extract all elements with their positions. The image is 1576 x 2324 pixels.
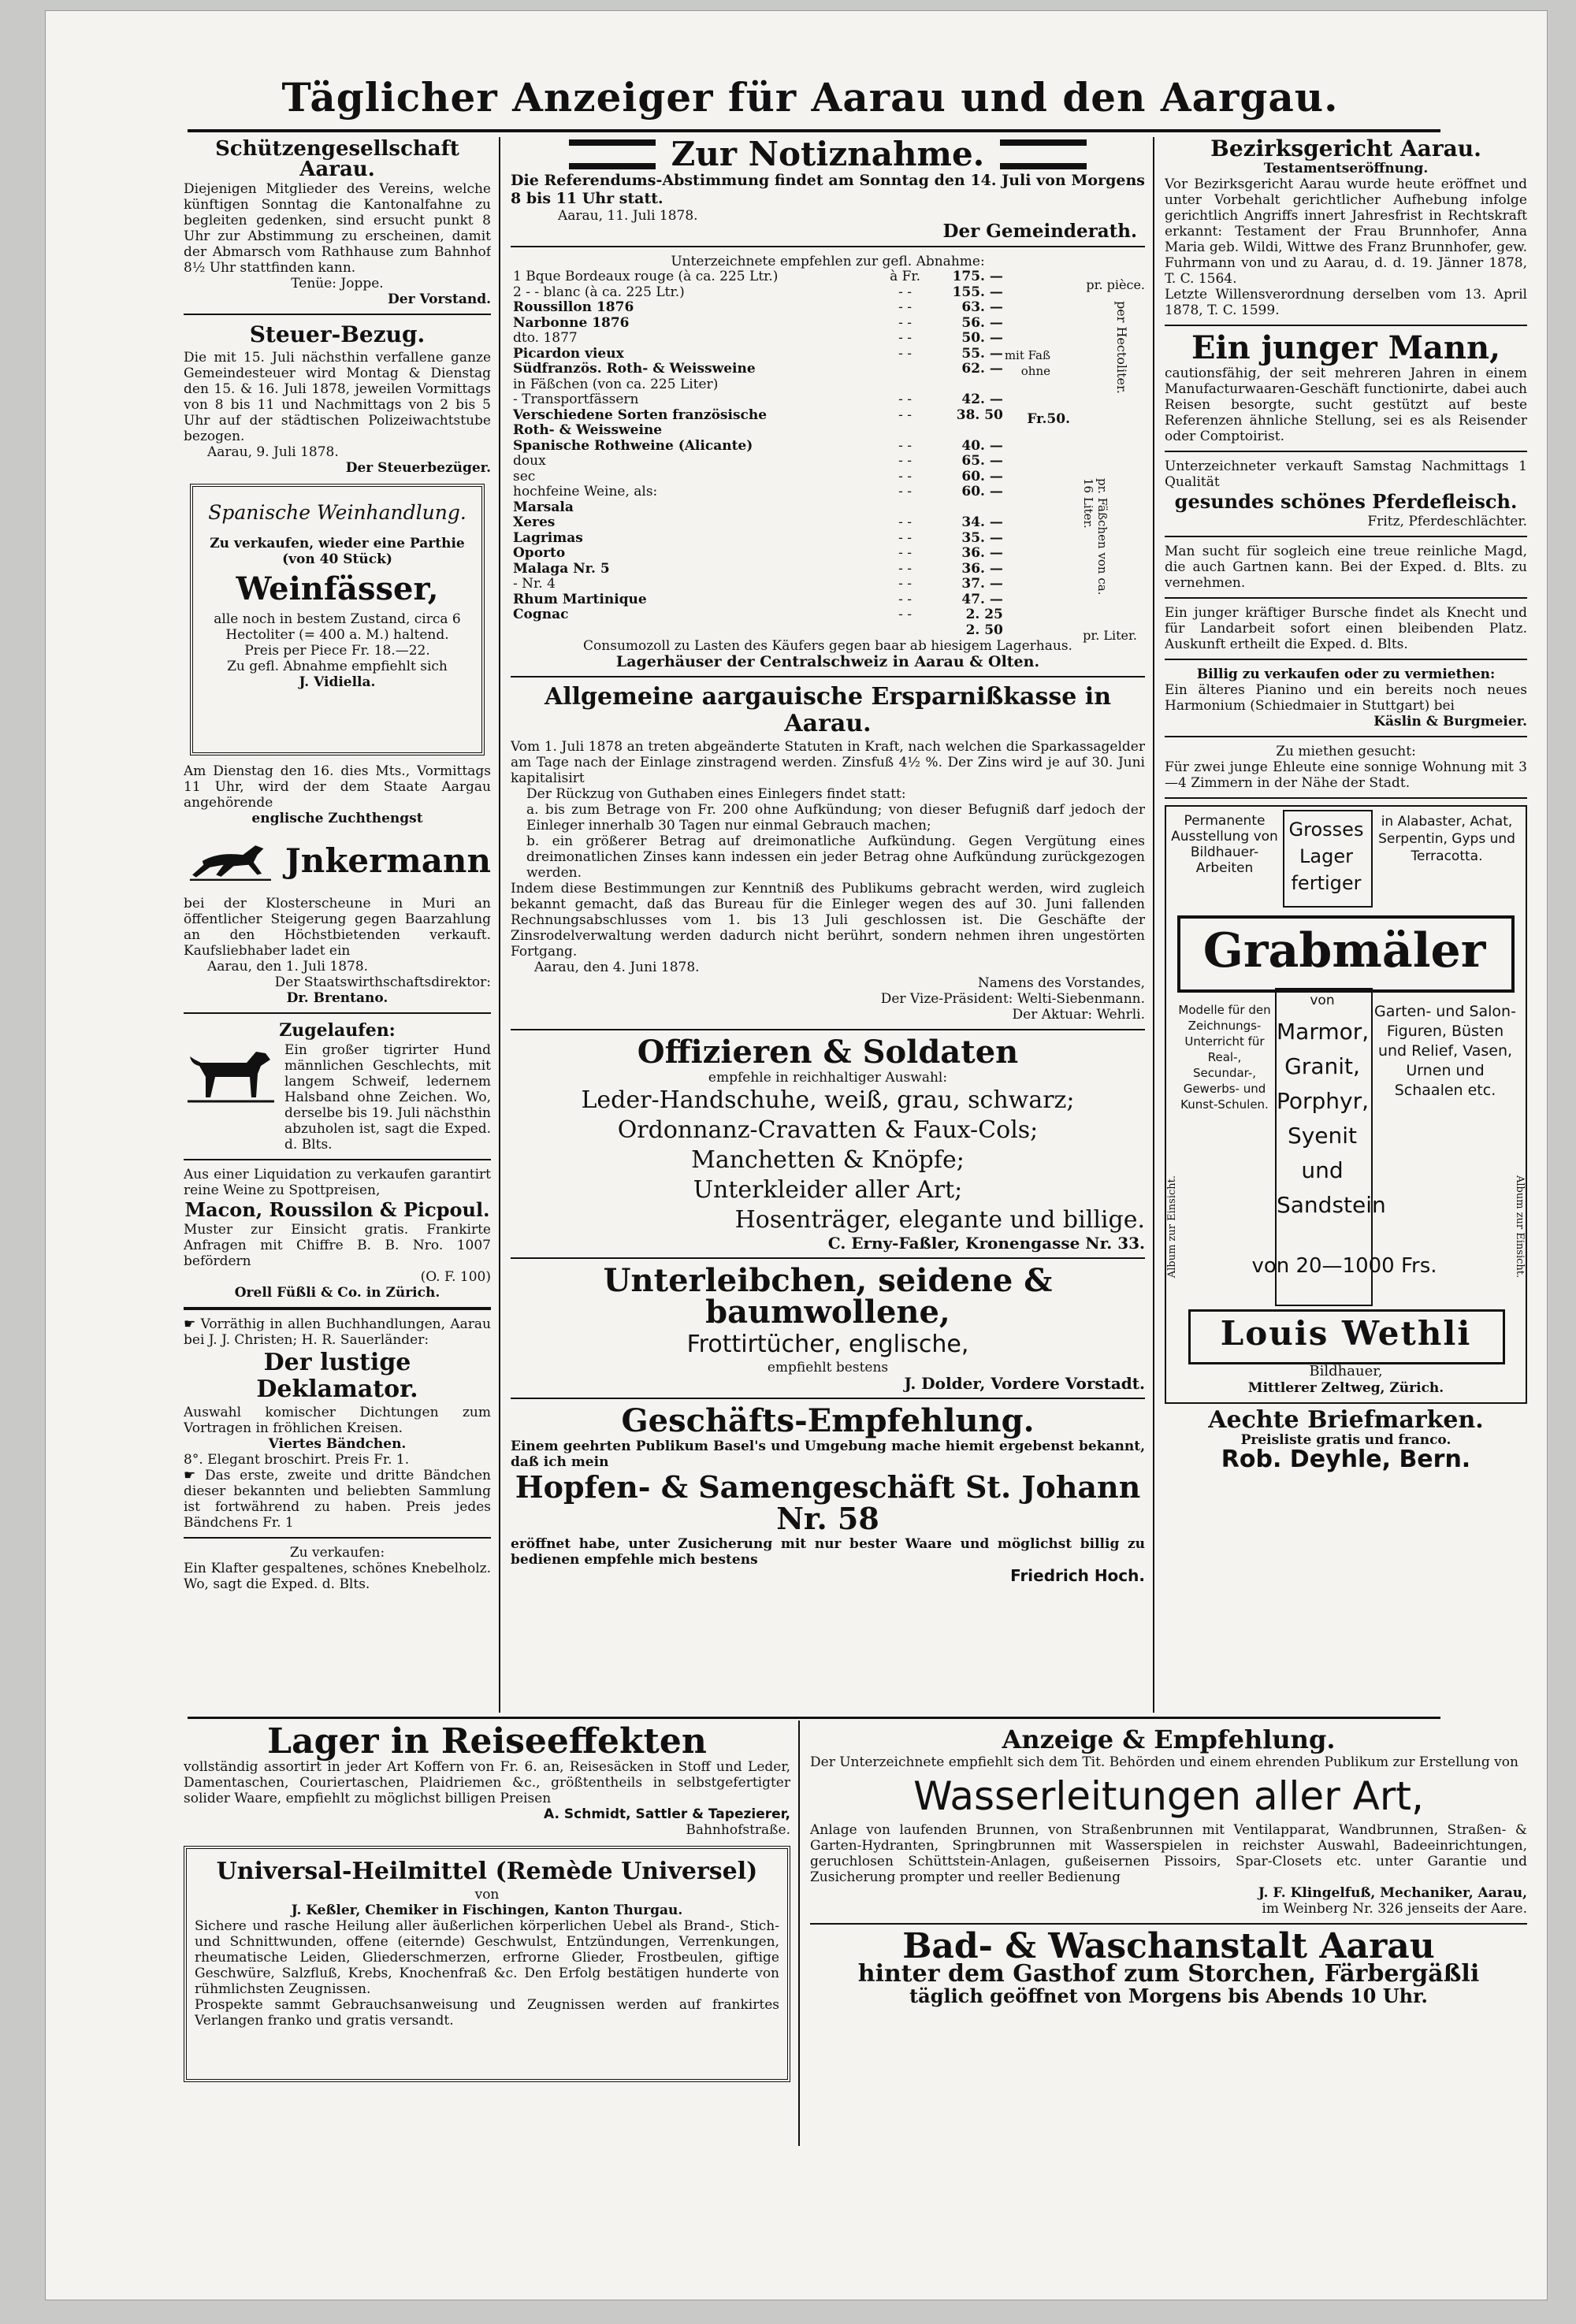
bottom-rule bbox=[188, 1717, 1440, 1719]
wine-name: in Fäßchen (von ca. 225 Liter) bbox=[513, 376, 719, 392]
center-column bbox=[511, 137, 1145, 1713]
wine-price: 65. — bbox=[961, 453, 1003, 469]
offiziere-l2: Ordonnanz-Cravatten & Faux-Cols; bbox=[617, 1116, 1039, 1144]
wine-price: 36. — bbox=[961, 560, 1003, 577]
ersparnis-date: Aarau, den 4. Juni 1878. bbox=[534, 960, 700, 975]
wine-dots: - - bbox=[898, 529, 913, 546]
wine-name: Malaga Nr. 5 bbox=[513, 560, 610, 577]
hengst-big: Jnkermann bbox=[284, 841, 491, 880]
wine-name: Marsala bbox=[513, 499, 574, 515]
hund-title: Zugelaufen: bbox=[279, 1020, 396, 1041]
wine-price: 38. 50 bbox=[956, 407, 1003, 423]
mann-body: cautionsfähig, der seit mehreren Jahren in einem Manufacturwaaren-Geschäft functionirte, dabei auch Reisen besorgte, sucht gestützt auf beste Referenzen ähnliche Stellung, sei es als Reisender oder Comptoirist. bbox=[1165, 366, 1527, 444]
wine-price bbox=[929, 377, 1005, 393]
ersparnis-b: b. ein größerer Betrag auf dreimonatliche Aufkündung. Gegen Vergütung eines dreimonatlichen Zinses kann indessen ein jeder Betrag ohne Aufkündung zurückgezogen werden. bbox=[526, 833, 1145, 881]
notiz-date: Aarau, 11. Juli 1878. bbox=[558, 208, 698, 224]
wine-dots bbox=[881, 423, 930, 439]
grab-price: von 20—1000 Frs. bbox=[1251, 1254, 1437, 1278]
notiz-body: Die Referendums-Abstimmung findet am Sonntag den 14. Juli von Morgens 8 bis 11 Uhr statt. bbox=[511, 172, 1145, 207]
wine-dots: à Fr. bbox=[890, 269, 921, 284]
ersparnis-role3: Der Aktuar: Wehrli. bbox=[1012, 1007, 1145, 1023]
wine-name bbox=[511, 623, 881, 639]
wine-note-fass: mit Faß bbox=[1004, 348, 1050, 362]
ersparnis-role1: Namens des Vorstandes, bbox=[977, 975, 1145, 991]
wine-price: 63. — bbox=[961, 299, 1003, 315]
newspaper-page bbox=[46, 11, 1547, 2300]
anzeige-title: Anzeige & Empfehlung. bbox=[1002, 1724, 1336, 1754]
wine-price: 2. 50 bbox=[965, 622, 1003, 638]
hund-ad bbox=[184, 1020, 491, 1153]
masthead: Täglicher Anzeiger für Aarau und den Aargau. bbox=[281, 74, 1339, 121]
geschaeft-title: Geschäfts-Empfehlung. bbox=[621, 1402, 1035, 1439]
wine-row bbox=[511, 470, 1005, 485]
wohnung-body: Für zwei junge Ehleute eine sonnige Wohnung mit 3—4 Zimmern in der Nähe der Stadt. bbox=[1165, 759, 1527, 791]
wine-price: 40. — bbox=[961, 437, 1003, 454]
offiziere-sign: C. Erny-Faßler, Kronengasse Nr. 33. bbox=[827, 1234, 1145, 1253]
column-rule-right bbox=[1153, 137, 1154, 1713]
steuer-title: Steuer-Bezug. bbox=[249, 321, 426, 347]
fleisch-sign: Fritz, Pferdeschlächter. bbox=[1367, 514, 1527, 529]
offiziere-l4: Unterkleider aller Art; bbox=[693, 1176, 963, 1204]
wine-dots: - - bbox=[898, 591, 913, 607]
reise-addr: Bahnhofstraße. bbox=[686, 1822, 790, 1838]
wine-name: Xeres bbox=[513, 514, 556, 530]
bottom-column-rule bbox=[798, 1721, 800, 2146]
heil-von: von bbox=[474, 1887, 500, 1903]
wine-row bbox=[511, 454, 1005, 470]
wine-name: Südfranzös. Roth- & Weissweine bbox=[513, 361, 756, 377]
wine-name: dto. 1877 bbox=[513, 330, 578, 346]
weinliste-ad bbox=[511, 254, 1145, 670]
ersparnis-title: Allgemeine aargauische Ersparnißkasse in Aarau. bbox=[544, 683, 1112, 737]
offiziere-intro: empfehle in reichhaltiger Auswahl: bbox=[708, 1070, 948, 1086]
anzeige-ad bbox=[810, 1726, 1527, 1917]
pointing-hand-icon: ☛ bbox=[184, 1316, 201, 1332]
pianino-ad bbox=[1165, 666, 1527, 729]
offiziere-l1: Leder-Handschuhe, weiß, grau, schwarz; bbox=[581, 1086, 1075, 1114]
grab-role: Bildhauer, bbox=[1309, 1363, 1383, 1379]
macon-ad bbox=[184, 1167, 491, 1301]
ornament-bar-left bbox=[569, 139, 656, 169]
brief-sub: Preisliste gratis und franco. bbox=[1240, 1432, 1451, 1448]
wohnung-title: Zu miethen gesucht: bbox=[1276, 744, 1416, 759]
wine-row bbox=[511, 515, 1005, 531]
offiziere-title: Offizieren & Soldaten bbox=[637, 1034, 1019, 1071]
notiz-sign: Der Gemeinderath. bbox=[942, 221, 1137, 242]
wine-dots: - - bbox=[898, 576, 913, 592]
deklamator-body: Auswahl komischer Dichtungen zum Vortragen in fröhlichen Kreisen. bbox=[184, 1405, 491, 1436]
wine-row bbox=[511, 500, 1005, 516]
mann-ad bbox=[1165, 329, 1527, 444]
wine-row bbox=[511, 439, 1005, 455]
deklamator-more bbox=[184, 1468, 491, 1531]
wine-dots bbox=[881, 362, 930, 377]
wine-price: 2. 25 bbox=[965, 607, 1003, 622]
geschaeft-body: eröffnet habe, unter Zusicherung mit nur bester Waare und möglichst billig zu bedienen empfehle mich bestens bbox=[511, 1536, 1145, 1568]
left-column bbox=[184, 137, 491, 1713]
bezirk-body: Vor Bezirksgericht Aarau wurde heute eröffnet und unter Vorbehalt gerichtlicher Aufhebung infolge gerichtlich Angriffs innert Jahresfrist in Rechtskraft erkannt: Testament der Frau Brunnhofer, Anna Maria geb. Wildi, Wittwe des Franz Brunnhofer, gew. Fuhrmann von und zu Aarau, d. d. 19. Jänner 1878, T. C. 1564. bbox=[1165, 176, 1527, 287]
weinliste-footer: Consumozoll zu Lasten des Käufers gegen baar ab hiesigem Lagerhaus. bbox=[583, 638, 1072, 654]
wine-row bbox=[511, 607, 1005, 623]
wine-dots: - - bbox=[898, 437, 913, 454]
anzeige-intro: Der Unterzeichnete empfiehlt sich dem Tit. Behörden und einem ehrenden Publikum zur Erstellung von bbox=[810, 1754, 1518, 1770]
deklamator-big: Der lustige Deklamator. bbox=[256, 1349, 418, 1403]
reise-sign: A. Schmidt, Sattler & Tapezierer, bbox=[544, 1806, 790, 1822]
deklamator-price: 8°. Elegant broschirt. Preis Fr. 1. bbox=[184, 1452, 410, 1468]
holz-body: Ein Klafter gespaltenes, schönes Knebelholz. Wo, sagt die Exped. d. Blts. bbox=[184, 1561, 491, 1592]
wine-price: 37. — bbox=[961, 576, 1003, 592]
wine-dots: - - bbox=[898, 607, 913, 622]
masthead-rule bbox=[188, 129, 1440, 132]
bad-sub: hinter dem Gasthof zum Storchen, Färbergäßli bbox=[857, 1960, 1480, 1988]
pointing-hand-icon-2: ☛ bbox=[184, 1468, 205, 1483]
wine-row bbox=[511, 316, 1005, 332]
wine-name: 1 Bque Bordeaux rouge (à ca. 225 Ltr.) bbox=[513, 269, 779, 284]
deklamator-intro bbox=[184, 1316, 491, 1348]
macon-body: Muster zur Einsicht gratis. Frankirte Anfragen mit Chiffre B. B. Nro. 1007 befördern bbox=[184, 1222, 491, 1269]
wine-name: Rhum Martinique bbox=[513, 591, 647, 607]
ersparnis-p3: Indem diese Bestimmungen zur Kenntniß des Publikums gebracht werden, wird zugleich bekannt gemacht, daß das Bureau für die Einleger wegen des auf 30. Juni fallenden Rechnungsabschlusses vom 1. bis 13 Juli geschlossen ist. Die Geschäfte der Zinsrodelverwaltung werden dadurch nicht berührt, sondern nehmen ihren ungestörten Fortgang. bbox=[511, 881, 1145, 960]
steuer-ad bbox=[184, 321, 491, 476]
reise-body: vollständig assortirt in jeder Art Koffern von Fr. 6. an, Reisesäcken in Stoff und Leder, Damentaschen, Couriertaschen, Plaidriemen &c., größtentheils in selbstgefertigter solider Waare, empfiehlt zu möglichst billigen Preisen bbox=[184, 1759, 790, 1806]
grab-side-left: Album zur Einsicht. bbox=[1166, 1175, 1178, 1279]
hund-body: Ein großer tigrirter Hund männlichen Geschlechts, mit langem Schweif, ledernem Halsband ohne Zeichen. Wo, derselbe bis 19. Juli nächsthin abzuholen ist, sagt die Exped. d. Blts. bbox=[284, 1042, 491, 1153]
pianino-title: Billig zu verkaufen oder zu vermiethen: bbox=[1196, 666, 1496, 682]
wine-dots: - - bbox=[898, 299, 913, 315]
wine-row bbox=[511, 531, 1005, 547]
wohnung-ad bbox=[1165, 744, 1527, 791]
wine-price: 35. — bbox=[961, 529, 1003, 546]
holz-ad bbox=[184, 1545, 491, 1592]
wine-name: Cognac bbox=[513, 607, 569, 622]
wine-price: 34. — bbox=[961, 514, 1003, 530]
right-column bbox=[1165, 137, 1527, 1713]
heil-body: Sichere und rasche Heilung aller äußerlichen körperlichen Uebel als Brand-, Stich- und Schnittwunden, offene (eiternde) Geschwulst, Entzündungen, Verrenkungen, rheumatische Leiden, Gliederschmerzen, erfrorne Glieder, Frostbeulen, giftige Geschwüre, Salzfluß, Krebs, Knochenfraß &c. Den Erfolg bestätigen hunderte von rühmlichsten Zeugnissen. bbox=[195, 1918, 779, 1997]
wein-sign: J. Vidiella. bbox=[299, 674, 376, 690]
bezirk-title: Bezirksgericht Aarau. bbox=[1210, 137, 1481, 161]
pianino-body: Ein älteres Pianino und ein bereits noch neues Harmonium (Schiedmaier in Stuttgart) bei bbox=[1165, 682, 1527, 714]
wine-dots: - - bbox=[898, 392, 913, 407]
anzeige-big: Wasserleitungen aller Art, bbox=[913, 1773, 1424, 1819]
steuer-body: Die mit 15. Juli nächsthin verfallene ganze Gemeindesteuer wird Montag & Dienstag den 15. & 16. Juli 1878, jeweilen Vormittags von 8 bis 11 und Nachmittags von 2 bis 5 Uhr auf der städtischen Polizeiwachtstube bezogen. bbox=[184, 350, 491, 444]
wine-row bbox=[511, 546, 1005, 562]
wine-dots: - - bbox=[898, 545, 913, 561]
wine-price: 60. — bbox=[961, 484, 1003, 499]
grab-von: von bbox=[1310, 993, 1335, 1008]
wine-dots bbox=[881, 623, 930, 639]
wine-price: 42. — bbox=[961, 392, 1003, 407]
reise-title: Lager in Reiseeffekten bbox=[267, 1724, 707, 1762]
wine-dots: - - bbox=[898, 330, 913, 346]
wine-price: 56. — bbox=[961, 314, 1003, 331]
wine-name: Picardon vieux bbox=[513, 345, 624, 362]
brief-title: Aechte Briefmarken. bbox=[1208, 1406, 1484, 1434]
wine-row bbox=[511, 269, 1005, 285]
grab-side-right: Album zur Einsicht. bbox=[1514, 1175, 1526, 1279]
wein-close: Zu gefl. Abnahme empfiehlt sich bbox=[227, 659, 448, 674]
mann-title: Ein junger Mann, bbox=[1191, 329, 1501, 366]
deklamator-more-text: Das erste, zweite und dritte Bändchen dieser bekannten und beliebten Sammlung ist fortwährend zu haben. Preis jedes Bändchens Fr. 1 bbox=[184, 1468, 491, 1531]
hengst-ad bbox=[184, 763, 491, 1006]
wein-price: Preis per Piece Fr. 18.—22. bbox=[244, 643, 430, 659]
bad-hours: täglich geöffnet von Morgens bis Abends 10 Uhr. bbox=[909, 1984, 1428, 2007]
ersparnis-p2: Der Rückzug von Guthaben eines Einlegers findet statt: bbox=[526, 786, 906, 802]
wein-intro: Zu verkaufen, wieder eine Parthie (von 40 Stück) bbox=[210, 536, 465, 567]
wine-row bbox=[511, 562, 1005, 577]
wine-price bbox=[929, 500, 1005, 516]
deklamator-intro-text: Vorräthig in allen Buchhandlungen, Aarau bei J. J. Christen; H. R. Sauerländer: bbox=[184, 1316, 491, 1348]
heil-title: Universal-Heilmittel (Remède Universel) bbox=[216, 1858, 758, 1885]
grab-perm: Permanente Ausstellung von Bildhauer-Arbeiten bbox=[1171, 813, 1278, 876]
macon-sign: Orell Füßli & Co. in Zürich. bbox=[234, 1285, 440, 1301]
wine-row bbox=[511, 362, 1005, 377]
schuetzen-tenue: Tenüe: Joppe. bbox=[291, 276, 384, 291]
brief-sign: Rob. Deyhle, Bern. bbox=[1221, 1446, 1471, 1473]
grab-alabaster: in Alabaster, Achat, Serpentin, Gyps und Terracotta. bbox=[1378, 814, 1515, 864]
wine-row bbox=[511, 623, 1005, 639]
fleisch-big: gesundes schönes Pferdefleisch. bbox=[1174, 490, 1518, 513]
geschaeft-sign: Friedrich Hoch. bbox=[1010, 1566, 1145, 1585]
wine-price: 62. — bbox=[961, 361, 1003, 377]
wine-row bbox=[511, 592, 1005, 608]
brief-ad bbox=[1165, 1406, 1527, 1473]
wine-note-hecto: per Hectoliter. bbox=[1114, 301, 1129, 394]
wine-name: hochfeine Weine, als: bbox=[513, 484, 658, 499]
wine-price: 155. — bbox=[952, 284, 1003, 300]
wein-box bbox=[190, 484, 485, 755]
hengst-sign: Dr. Brentano. bbox=[286, 990, 388, 1006]
heil-body2: Prospekte sammt Gebrauchsanweisung und Zeugnissen werden auf frankirtes Verlangen franko und gratis versandt. bbox=[195, 1997, 779, 2029]
geschaeft-intro: Einem geehrten Publikum Basel's und Umgebung mache hiemit ergebenst bekannt, daß ich mein bbox=[511, 1439, 1145, 1470]
bottom-right bbox=[810, 1724, 1527, 2166]
wine-price: 47. — bbox=[961, 591, 1003, 607]
wine-price: 175. — bbox=[952, 269, 1003, 284]
wine-price bbox=[929, 423, 1005, 439]
wine-price: 60. — bbox=[961, 468, 1003, 484]
geschaeft-ad bbox=[511, 1402, 1145, 1585]
deklamator-ad bbox=[184, 1316, 491, 1531]
wine-row bbox=[511, 300, 1005, 316]
wine-name: Roussillon 1876 bbox=[513, 299, 634, 315]
ersparnis-ad bbox=[511, 684, 1145, 1023]
grab-ad bbox=[1165, 805, 1527, 1404]
bad-ad bbox=[810, 1926, 1527, 2007]
ornament-bar-right bbox=[1000, 139, 1087, 169]
wine-dots: - - bbox=[898, 560, 913, 577]
grab-modelle: Modelle für den Zeichnungs-Unterricht für Real-, Secundar-, Gewerbs- und Kunst-Schulen. bbox=[1178, 1003, 1271, 1112]
wine-name: sec bbox=[513, 468, 536, 484]
wine-price: 55. — bbox=[961, 345, 1003, 362]
wine-name: Oporto bbox=[513, 545, 566, 561]
hengst-role: Der Staatswirthschaftsdirektor: bbox=[274, 975, 491, 990]
wine-name: Spanische Rothweine (Alicante) bbox=[513, 437, 753, 454]
grab-addr: Mittlerer Zeltweg, Zürich. bbox=[1247, 1380, 1444, 1396]
wine-row bbox=[511, 408, 1005, 424]
notiz-title: Zur Notiznahme. bbox=[671, 137, 985, 173]
fleisch-intro: Unterzeichneter verkauft Samstag Nachmittags 1 Qualität bbox=[1165, 458, 1527, 490]
wine-dots: - - bbox=[898, 484, 913, 499]
wine-name: - Nr. 4 bbox=[513, 576, 556, 592]
wine-dots: - - bbox=[898, 284, 913, 300]
wein-body: alle noch in bestem Zustand, circa 6 Hectoliter (= 400 a. M.) haltend. bbox=[214, 611, 461, 643]
wine-name: - Transportfässern bbox=[513, 392, 639, 407]
schuetzen-body: Diejenigen Mitglieder des Vereins, welche künftigen Sonntag die Kantonalfahne zu begleiten gedenken, sind ersucht punkt 8 Uhr zur Abstimmung zu erscheinen, damit der Abmarsch vom Rathhause zum Bahnhof 8½ Uhr stattfinden kann. bbox=[184, 181, 491, 276]
wine-price: 36. — bbox=[961, 545, 1003, 561]
wine-row bbox=[511, 377, 1005, 393]
hengst-date: Aarau, den 1. Juli 1878. bbox=[207, 959, 369, 975]
anzeige-body: Anlage von laufenden Brunnen, von Straßenbrunnen mit Ventilapparat, Wandbrunnen, Straßen- & Garten-Hydranten, Springbrunnen mit Wasserspielen in reichster Auswahl, Badeeinrichtungen, geruchlosen Schüttstein-Anlagen, gußeisernen Pissoirs, Spar-Closets etc. unter Garantie und Zusicherung prompter und reeller Bedienung bbox=[810, 1822, 1527, 1885]
wine-note-piece: pr. pièce. bbox=[1086, 277, 1145, 292]
deklamator-vol: Viertes Bändchen. bbox=[268, 1436, 407, 1452]
wine-name: doux bbox=[513, 453, 546, 469]
heil-box bbox=[184, 1846, 790, 2082]
schuetzen-title: Schützengesellschaft Aarau. bbox=[215, 137, 459, 181]
magd-body: Man sucht für sogleich eine treue reinliche Magd, die auch Gartnen kann. Bei der Exped. d. Blts. zu vernehmen. bbox=[1165, 544, 1527, 591]
wine-dots: - - bbox=[898, 314, 913, 331]
wine-dots: - - bbox=[898, 407, 913, 423]
offiziere-ad bbox=[511, 1034, 1145, 1253]
unterleib-intro: empfiehlt bestens bbox=[767, 1360, 889, 1375]
grab-garten: Garten- und Salon-Figuren, Büsten und Relief, Vasen, Urnen und Schaalen etc. bbox=[1374, 1003, 1516, 1099]
anzeige-addr: im Weinberg Nr. 326 jenseits der Aare. bbox=[1262, 1901, 1527, 1917]
grab-stones: Marmor, Granit, Porphyr, Syenit und Sandstein bbox=[1277, 1019, 1386, 1218]
wine-row bbox=[511, 392, 1005, 408]
wine-note-liter: pr. Liter. bbox=[1083, 628, 1137, 643]
wine-name: Verschiedene Sorten französische bbox=[513, 407, 768, 423]
wine-price: 50. — bbox=[961, 330, 1003, 346]
wine-row bbox=[511, 484, 1005, 500]
offiziere-l5: Hosenträger, elegante und billige. bbox=[734, 1206, 1145, 1234]
wine-dots: - - bbox=[898, 453, 913, 469]
wine-name: 2 - - blanc (à ca. 225 Ltr.) bbox=[513, 284, 685, 300]
column-rule-left bbox=[499, 137, 500, 1713]
macon-big: Macon, Roussilon & Picpoul. bbox=[184, 1198, 490, 1221]
hengst-body: bei der Klosterscheune in Muri an öffentlicher Steigerung gegen Baarzahlung an den Höchstbietenden verkauft. Kaufsliebhaber ladet ein bbox=[184, 896, 491, 959]
wine-note-ohne: ohne bbox=[1020, 364, 1050, 378]
unterleib-ad bbox=[511, 1262, 1145, 1393]
hengst-intro: Am Dienstag den 16. dies Mts., Vormittags 11 Uhr, wird der dem Staate Aargau angehörende bbox=[184, 763, 491, 811]
offiziere-l3: Manchetten & Knöpfe; bbox=[691, 1146, 965, 1174]
fleisch-ad bbox=[1165, 458, 1527, 529]
macon-intro: Aus einer Liquidation zu verkaufen garantirt reine Weine zu Spottpreisen, bbox=[184, 1167, 491, 1198]
horse-icon bbox=[184, 830, 277, 893]
wine-dots: - - bbox=[898, 468, 913, 484]
wine-row bbox=[511, 285, 1005, 301]
wine-dots: - - bbox=[898, 514, 913, 530]
bottom-left bbox=[184, 1724, 790, 2166]
bursche-body: Ein junger kräftiger Bursche findet als Knecht und für Landarbeit sofort einen bleibenden Platz. Auskunft ertheilt die Exped. d. Blts. bbox=[1165, 605, 1527, 652]
wine-dots: - - bbox=[898, 345, 913, 362]
notiz-ad bbox=[511, 137, 1145, 242]
anzeige-sign: J. F. Klingelfuß, Mechaniker, Aarau, bbox=[1258, 1885, 1527, 1901]
wine-row bbox=[511, 423, 1005, 439]
wein-title: Spanische Weinhandlung. bbox=[208, 501, 466, 524]
dog-icon bbox=[184, 1042, 278, 1105]
wine-name: Lagrimas bbox=[513, 529, 583, 546]
weinliste-intro: Unterzeichnete empfehlen zur gefl. Abnahme: bbox=[671, 254, 985, 269]
reise-ad bbox=[184, 1726, 790, 1838]
weinliste-sign: Lagerhäuser der Centralschweiz in Aarau & Olten. bbox=[615, 653, 1040, 670]
schuetzen-ad bbox=[184, 139, 491, 307]
wine-dots bbox=[881, 377, 930, 393]
ersparnis-role2: Der Vize-Präsident: Welti-Siebenmann. bbox=[880, 991, 1145, 1007]
steuer-date: Aarau, 9. Juli 1878. bbox=[207, 444, 339, 460]
unterleib-sub: Frottirtücher, englische, bbox=[686, 1331, 969, 1358]
steuer-sign: Der Steuerbezüger. bbox=[345, 460, 491, 476]
wine-row bbox=[511, 347, 1005, 362]
holz-title: Zu verkaufen: bbox=[289, 1545, 385, 1561]
wine-row bbox=[511, 331, 1005, 347]
ersparnis-p1: Vom 1. Juli 1878 an treten abgeänderte Statuten in Kraft, nach welchen die Sparkassagelder am Tage nach der Einlage zinstragend werden. Zinsfuß 4½ %. Der Zins wird je auf 30. Juni kapitalisirt bbox=[511, 739, 1145, 786]
macon-code: (O. F. 100) bbox=[420, 1269, 491, 1285]
bezirk-ad bbox=[1165, 139, 1527, 318]
schuetzen-sign: Der Vorstand. bbox=[388, 291, 491, 307]
bezirk-body2: Letzte Willensverordnung derselben vom 13. April 1878, T. C. 1599. bbox=[1165, 287, 1527, 318]
wein-big: Weinfässer, bbox=[236, 570, 439, 607]
pianino-sign: Käslin & Burgmeier. bbox=[1373, 714, 1527, 729]
wine-row bbox=[511, 577, 1005, 592]
wine-note-fr50: Fr.50. bbox=[1027, 411, 1070, 427]
grab-grosses: Grosses Lager fertiger bbox=[1288, 819, 1364, 894]
wine-name: Narbonne 1876 bbox=[513, 314, 630, 331]
bezirk-sub: Testamentseröffnung. bbox=[1263, 161, 1429, 176]
grab-name: Louis Wethli bbox=[1220, 1314, 1472, 1353]
heil-who: J. Keßler, Chemiker in Fischingen, Kanton Thurgau. bbox=[291, 1903, 683, 1918]
unterleib-sign: J. Dolder, Vordere Vorstadt. bbox=[904, 1374, 1145, 1393]
ersparnis-a: a. bis zum Betrage von Fr. 200 ohne Aufkündung; von dieser Befugniß darf jedoch der Einleger innerhalb 30 Tagen nur einmal Gebrauch machen; bbox=[526, 802, 1145, 833]
bad-title: Bad- & Waschanstalt Aarau bbox=[902, 1926, 1435, 1966]
wine-price-table bbox=[511, 269, 1005, 638]
hengst-sub: englische Zuchthengst bbox=[251, 811, 423, 826]
wine-name: Roth- & Weissweine bbox=[513, 422, 663, 438]
wine-dots bbox=[881, 500, 930, 516]
grab-big: Grabmäler bbox=[1202, 923, 1486, 978]
wine-note-faesschen: pr. Fäßchen von ca. 16 Liter. bbox=[1081, 478, 1110, 596]
geschaeft-big: Hopfen- & Samengeschäft St. Johann Nr. 58 bbox=[515, 1469, 1141, 1536]
unterleib-title: Unterleibchen, seidene & baumwollene, bbox=[603, 1262, 1053, 1331]
